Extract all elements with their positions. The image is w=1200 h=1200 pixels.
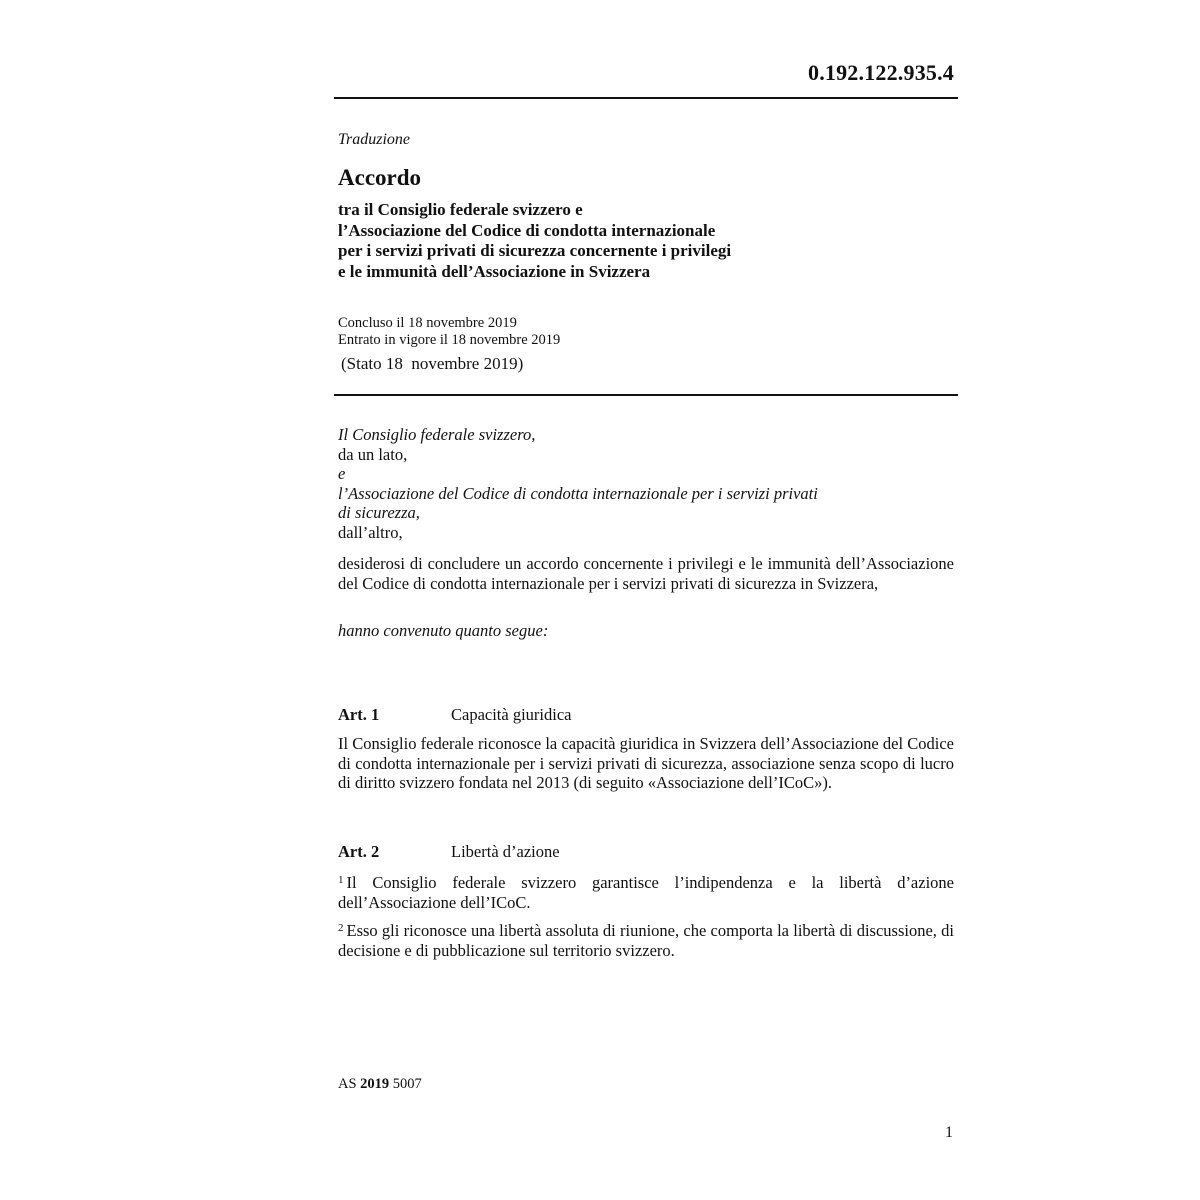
article-2-paragraph-1	[338, 871, 954, 912]
article-label: Art. 1	[338, 705, 380, 724]
conjunction: e	[338, 464, 346, 483]
preamble	[338, 425, 954, 542]
article-2-paragraph-2	[338, 919, 954, 960]
paragraph-text: Il Consiglio federale svizzero garantisce l’indipendenza e la libertà d’azione dell’Associazione dell’ICoC.	[338, 873, 954, 912]
header-rule	[334, 97, 958, 99]
article-1-paragraph: Il Consiglio federale riconosce la capacità giuridica in Svizzera dell’Associazione del Codice di condotta internazionale per i servizi privati di sicurezza, associazione senza scopo di lucro di diritto svizzero fondata nel 2013 (di seguito «Associazione dell’ICoC»).	[338, 734, 954, 792]
as-page: 5007	[392, 1076, 422, 1092]
status-date: (Stato 18 novembre 2019)	[341, 354, 524, 373]
article-title: Libertà d’azione	[451, 842, 560, 861]
section-rule	[334, 394, 958, 396]
as-year: 2019	[360, 1076, 390, 1092]
party-one: Il Consiglio federale svizzero,	[338, 425, 536, 444]
party-two-line-2: di sicurezza,	[338, 503, 420, 522]
party-two-line-1: l’Associazione del Codice di condotta internazionale per i servizi privati	[338, 483, 818, 503]
concluded-date: Concluso il 18 novembre 2019	[338, 315, 517, 331]
subtitle-line: per i servizi privati di sicurezza concernente i privilegi	[338, 241, 732, 260]
document-number: 0.192.122.935.4	[808, 60, 954, 85]
translation-label: Traduzione	[338, 131, 411, 148]
paragraph-text: Esso gli riconosce una libertà assoluta di riunione, che comporta la libertà di discussione, di decisione e di pubblicazione sul territorio svizzero.	[338, 921, 954, 960]
article-1-heading	[338, 705, 572, 725]
preamble-desiring: desiderosi di concludere un accordo concernente i privilegi e le immunità dell’Associazione del Codice di condotta internazionale per i servizi privati di sicurezza in Svizzera,	[338, 554, 954, 593]
article-2-heading	[338, 842, 560, 862]
article-title: Capacità giuridica	[451, 705, 572, 724]
subtitle-line: tra il Consiglio federale svizzero e	[338, 200, 583, 219]
subtitle-line: l’Associazione del Codice di condotta internazionale	[338, 220, 716, 240]
official-compilation-reference	[338, 1076, 422, 1093]
preamble-agreed: hanno convenuto quanto segue:	[338, 621, 549, 640]
date-block	[338, 315, 560, 348]
paragraph-number: 1	[338, 874, 344, 886]
in-force-date: Entrato in vigore il 18 novembre 2019	[338, 331, 561, 348]
page-number: 1	[945, 1124, 953, 1141]
as-prefix: AS	[338, 1076, 357, 1092]
subtitle-line: e le immunità dell’Associazione in Svizzera	[338, 261, 651, 281]
party-two-side: dall’altro,	[338, 522, 403, 542]
article-label: Art. 2	[338, 842, 380, 861]
document-subtitle	[338, 200, 898, 282]
party-one-side: da un lato,	[338, 444, 408, 464]
document-title: Accordo	[338, 165, 422, 190]
paragraph-number: 2	[338, 922, 344, 934]
